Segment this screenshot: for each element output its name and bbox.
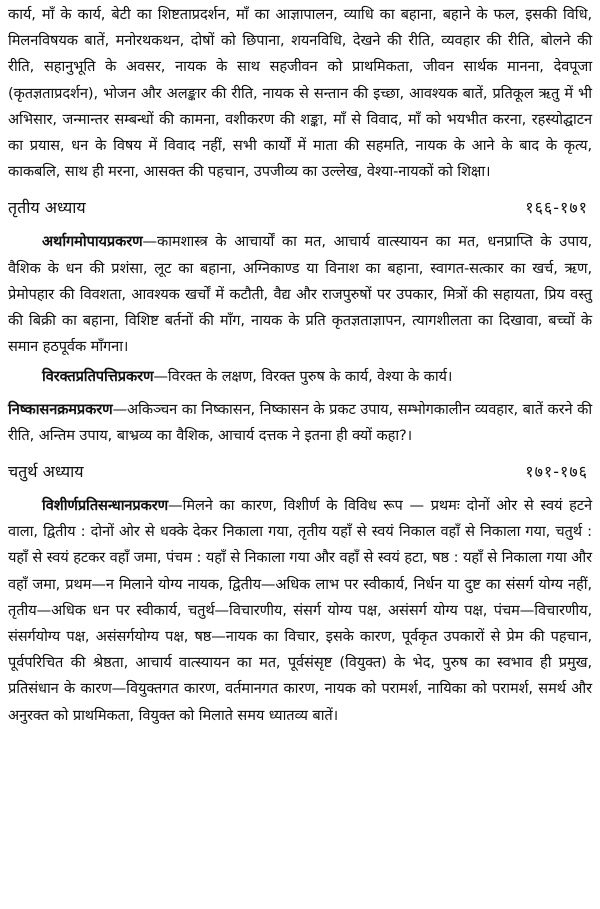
chapter-4-heading <box>8 457 592 487</box>
section-term: विरक्तप्रतिपत्तिप्रकरण <box>42 368 154 386</box>
section-text: —विरक्त के लक्षण, विरक्त पुरुष के कार्य, वेश्या के कार्य। <box>153 368 453 386</box>
section-text: —कामशास्त्र के आचार्यों का मत, आचार्य वात्स्यायन का मत, धनप्राप्ति के उपाय, वैशिक के धन की प्रशंसा, लूट का बहाना, अग्निकाण्ड या विनाश का बहाना, स्वागत-सत्कार का खर्च, ऋण, प्रेमोपहार की विवशता, आवश्यक खर्चों में कटौती, वैद्य और राजपुरुषों पर उपकार, मित्रों की सहायता, प्रिय वस्तु की बिक्री का बहाना, विशिष्ट बर्तनों की माँग, नायक के प्रति कृतज्ञताज्ञापन, त्यागशीलता का दिखावा, बच्चों के समान हठपूर्वक माँगना। <box>8 233 592 356</box>
section-viraktapratipatti <box>8 364 592 390</box>
section-term: अर्थागमोपायप्रकरण <box>42 233 143 251</box>
chapter-3-title: तृतीय अध्याय <box>8 198 86 218</box>
section-vishirnapratisandhana <box>8 493 592 729</box>
section-arthagamopaya <box>8 229 592 360</box>
section-text: —अकिञ्चन का निष्कासन, निष्कासन के प्रकट उपाय, सम्भोगकालीन व्यवहार, बातें करने की रीति, अन्तिम उपाय, बाभ्रव्य का वैशिक, आचार्य दत्तक ने इतना ही क्यों कहा?। <box>8 400 592 444</box>
chapter-4-page-range: १७१-१७६ <box>525 462 588 482</box>
chapter-3-page-range: १६६-१७१ <box>525 198 588 218</box>
chapter-3-heading <box>8 193 592 223</box>
section-nishkasanakrama <box>8 397 592 449</box>
intro-paragraph: कार्य, माँ के कार्य, बेटी का शिष्टताप्रदर्शन, माँ का आज्ञापालन, व्याधि का बहाना, बहाने के फल, इसकी विधि, मिलनविषयक बातें, मनोरथकथन, दोषों को छिपाना, शयनविधि, देखने की रीति, व्यवहार की रीति, बोलने की रीति, सहानुभूति के अवसर, नायक के साथ सहजीवन को प्राथमिकता, जीवन सार्थक मानना, देवपूजा (कृतज्ञताप्रदर्शन), भोजन और अलङ्कार की रीति, नायक से सन्तान की इच्छा, आवश्यक बातें, प्रतिकूल ऋतु में भी अभिसार, जन्मान्तर सम्बन्धों की कामना, वशीकरण की शङ्का, माँ से विवाद, माँ को भयभीत करना, रहस्योद्घाटन का प्रयास, धन के विषय में विवाद नहीं, सभी कार्यों में माता की सहमति, नायक के आने के बाद के कृत्य, काकबलि, साथ ही मरना, आसक्त की पहचान, उपजीव्य का उल्लेख, वेश्या-नायकों को शिक्षा। <box>8 6 592 181</box>
document-page <box>8 2 592 729</box>
section-term: निष्कासनक्रमप्रकरण <box>8 400 113 418</box>
chapter-4-title: चतुर्थ अध्याय <box>8 462 84 482</box>
section-text: —मिलने का कारण, विशीर्ण के विविध रूप — प्रथमः दोनों ओर से स्वयं हटने वाला, द्वितीय : दोनों ओर से धक्के देकर निकाला गया, तृतीय यहाँ से स्वयं निकाल वहाँ से निकाला गया, चतुर्थ : यहाँ से स्वयं हटकर वहाँ जमा, पंचम : यहाँ से निकाला गया और वहाँ से स्वयं हटा, षष्ठ : यहाँ से निकाला गया और वहाँ जमा, प्रथम—न मिलाने योग्य नायक, द्वितीय—अधिक लाभ पर स्वीकार्य, निर्धन या दुष्ट का संसर्ग योग्य नहीं, तृतीय—अधिक धन पर स्वीकार्य, चतुर्थ—विचारणीय, संसर्ग योग्य पक्ष, असंसर्ग योग्य पक्ष, पंचम—विचारणीय, संसर्गयोग्य पक्ष, असंसर्गयोग्य पक्ष, षष्ठ—नायक का विचार, इसके कारण, पूर्वकृत उपकारों से प्रेम की पहचान, पूर्वपरिचित की श्रेष्ठता, आचार्य वात्स्यायन का मत, पूर्वसंसृष्ट (वियुक्त) के भेद, पुरुष का स्वभाव ही प्रमुख, प्रतिसंधान के कारण—वियुक्तगत कारण, वर्तमानगत कारण, नायक को परामर्श, नायिका को परामर्श, समर्थ और अनुरक्त को प्राथमिकता, वियुक्त को मिलाते समय ध्यातव्य बातें। <box>8 497 592 724</box>
section-term: विशीर्णप्रतिसन्धानप्रकरण <box>42 497 169 515</box>
